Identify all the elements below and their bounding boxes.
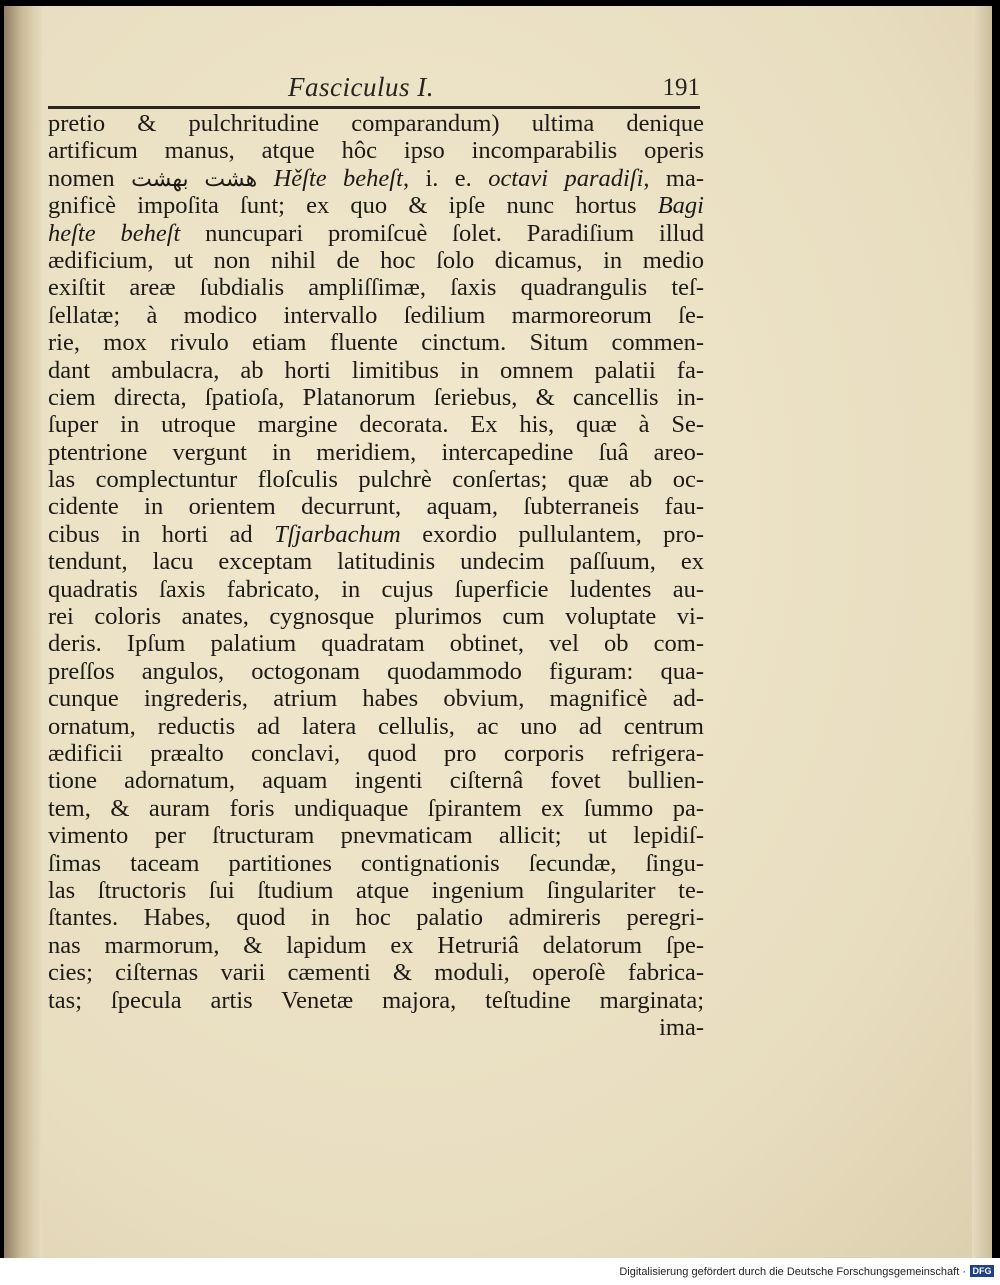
text-line xyxy=(48,713,704,740)
text-line xyxy=(48,795,704,822)
book-page xyxy=(4,6,992,1258)
text-run: ſellatæ; à modico intervallo ſedilium marmoreorum ſe- xyxy=(48,301,704,329)
text-run: deris. Ipſum palatium quadratam obtinet, vel ob com- xyxy=(48,630,704,658)
text-run: ſtantes. Habes, quod in hoc palatio admireris peregri- xyxy=(48,904,704,932)
text-run: , i. e. xyxy=(402,164,489,192)
text-line xyxy=(48,850,704,877)
text-run: ornatum, reductis ad latera cellulis, ac uno ad centrum xyxy=(48,712,704,740)
text-line xyxy=(48,220,704,247)
text-run: cibus in horti ad xyxy=(48,520,275,548)
text-line xyxy=(48,932,704,959)
text-run: tas; ſpecula artis Venetæ majora, teſtudine marginata; xyxy=(48,986,704,1014)
text-run xyxy=(257,165,273,192)
text-line xyxy=(48,274,704,301)
text-run: ædificii præalto conclavi, quod pro corporis refrigera- xyxy=(48,739,704,767)
text-run: heſte beheſt xyxy=(48,219,181,247)
text-line xyxy=(48,987,704,1014)
text-run: vimento per ſtructuram pnevmaticam allicit; ut lepidiſ- xyxy=(48,822,704,850)
text-line xyxy=(48,137,704,164)
text-line xyxy=(48,576,704,603)
text-run: Tſjarbachum xyxy=(274,520,401,548)
page-gutter xyxy=(4,6,42,1258)
footer-credit: Digitalisierung gefördert durch die Deutsche Forschungsgemeinschaft · xyxy=(619,1266,966,1278)
text-run: cies; ciſternas varii cæmenti & moduli, operoſè fabrica- xyxy=(48,959,704,987)
footer-bar xyxy=(0,1258,1000,1285)
text-run: Hěſte beheſt xyxy=(273,164,403,192)
running-head xyxy=(48,72,700,108)
text-line xyxy=(48,877,704,904)
text-run: pretio & pulchritudine comparandum) ultima denique xyxy=(48,110,704,137)
text-run: ptentrione vergunt in meridiem, intercapedine ſuâ areo- xyxy=(48,438,704,466)
text-line xyxy=(48,192,704,219)
text-run: las ſtructoris ſui ſtudium atque ingenium ſingulariter te- xyxy=(48,876,704,904)
text-line xyxy=(48,411,704,438)
text-line xyxy=(48,959,704,986)
text-line xyxy=(48,658,704,685)
text-line xyxy=(48,603,704,630)
header-rule xyxy=(48,106,700,109)
text-run: gnificè impoſita ſunt; ex quo & ipſe nunc hortus xyxy=(48,192,658,220)
text-run: artificum manus, atque hôc ipso incomparabilis operis xyxy=(48,137,704,165)
text-run: ædificium, ut non nihil de hoc ſolo dicamus, in medio xyxy=(48,246,704,274)
running-title: Fasciculus I. xyxy=(288,72,434,102)
text-run: cunque ingrederis, atrium habes obvium, magnificè ad- xyxy=(48,685,704,713)
text-run: tione adornatum, aquam ingenti ciſternâ fovet bullien- xyxy=(48,767,704,795)
text-line xyxy=(48,493,704,520)
text-line xyxy=(48,904,704,931)
text-line xyxy=(48,685,704,712)
text-run: nuncupari promiſcuè ſolet. Paradiſium illud xyxy=(180,219,704,247)
text-line xyxy=(48,329,704,356)
body-text xyxy=(48,110,704,1041)
text-line xyxy=(48,384,704,411)
text-line xyxy=(48,521,704,548)
text-run: ſimas taceam partitiones contignationis ſecundæ, ſingu- xyxy=(48,849,704,877)
text-line xyxy=(48,548,704,575)
page-edge xyxy=(972,6,992,1258)
text-run: exordio pullulantem, pro- xyxy=(400,520,704,548)
text-line xyxy=(48,822,704,849)
text-line xyxy=(48,740,704,767)
text-run: cidente in orientem decurrunt, aquam, ſubterraneis fau- xyxy=(48,493,704,521)
text-run: preſſos angulos, octogonam quodammodo figuram: qua- xyxy=(48,657,704,685)
text-run: octavi paradiſi xyxy=(488,164,644,192)
text-line xyxy=(48,466,704,493)
text-run: Bagi xyxy=(657,192,704,220)
text-run: tem, & auram foris undiquaque ſpirantem ex ſummo pa- xyxy=(48,794,704,822)
text-run: ſuper in utroque margine decorata. Ex his, quæ à Se- xyxy=(48,411,704,439)
text-run: quadratis ſaxis fabricato, in cujus ſuperficie ludentes au- xyxy=(48,575,704,603)
text-run: nas marmorum, & lapidum ex Hetruriâ delatorum ſpe- xyxy=(48,931,704,959)
text-run: tendunt, lacu exceptam latitudinis undecim paſſuum, ex xyxy=(48,548,704,576)
text-run: nomen xyxy=(48,164,132,192)
text-line xyxy=(48,110,704,137)
text-line xyxy=(48,767,704,794)
catchword: ima- xyxy=(659,1013,704,1041)
dfg-logo: DFG xyxy=(970,1265,994,1277)
text-run: rie, mox rivulo etiam fluente cinctum. Situm commen- xyxy=(48,329,704,357)
page-number: 191 xyxy=(662,74,700,101)
text-run: , ma- xyxy=(643,164,705,192)
text-run: las complectuntur floſculis pulchrè conſertas; quæ ab oc- xyxy=(48,466,704,494)
text-run: exiſtit areæ ſubdialis ampliſſimæ, ſaxis quadrangulis teſ- xyxy=(48,274,704,302)
text-run: rei coloris anates, cygnosque plurimos cum voluptate vi- xyxy=(48,603,704,631)
text-line xyxy=(48,247,704,274)
text-line xyxy=(48,165,704,192)
text-run: هشت بهشت xyxy=(131,165,258,191)
text-line xyxy=(48,302,704,329)
text-line xyxy=(48,357,704,384)
text-line xyxy=(48,439,704,466)
text-run: ciem directa, ſpatioſa, Platanorum ſeriebus, & cancellis in- xyxy=(48,383,704,411)
text-line xyxy=(48,630,704,657)
text-run: dant ambulacra, ab horti limitibus in omnem palatii fa- xyxy=(48,356,704,384)
